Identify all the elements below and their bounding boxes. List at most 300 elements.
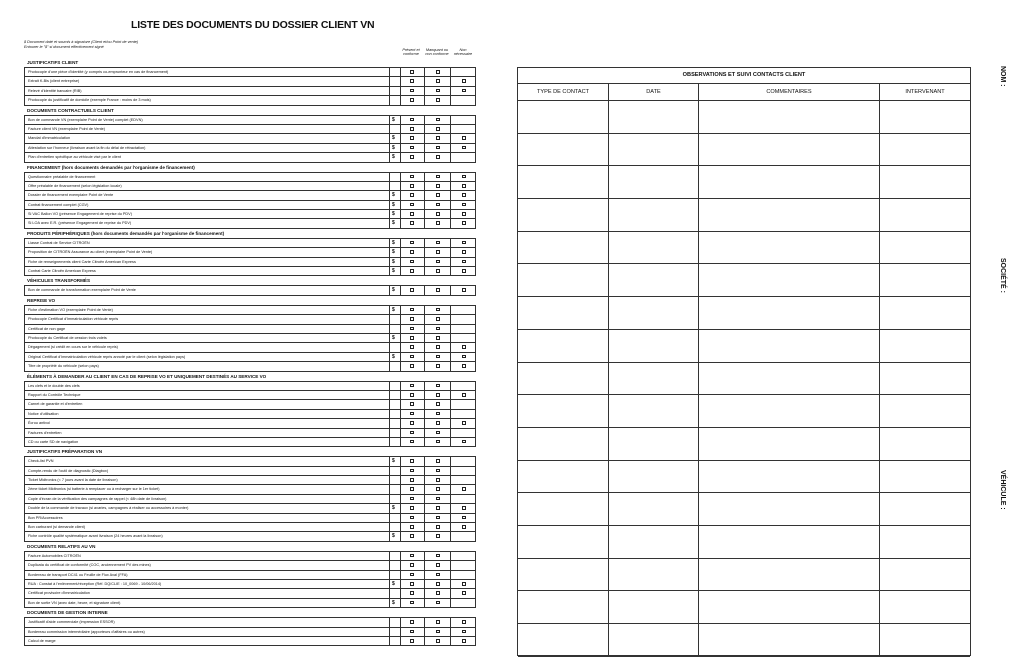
document-label: Check-list PVN (28, 459, 54, 464)
column-divider (400, 495, 401, 503)
observation-cell[interactable] (699, 297, 880, 329)
observation-cell[interactable] (880, 264, 970, 296)
checkbox-missing[interactable] (436, 212, 440, 216)
checkbox-not-needed[interactable] (462, 269, 466, 273)
checkbox-not-needed[interactable] (462, 525, 466, 529)
checkbox-missing[interactable] (436, 591, 440, 595)
signature-marker: $ (392, 334, 395, 341)
checkbox-present[interactable] (410, 288, 414, 292)
observation-cell[interactable] (518, 526, 609, 558)
checkbox-present[interactable] (410, 355, 414, 359)
observation-cell[interactable] (518, 363, 609, 395)
observation-cell[interactable] (518, 461, 609, 493)
column-divider (450, 248, 451, 256)
checkbox-not-needed[interactable] (462, 630, 466, 634)
document-label: Photocopie Certificat d'Immatriculation véhicule repris (28, 317, 119, 322)
section-rows (24, 456, 476, 542)
checkbox-present[interactable] (410, 478, 414, 482)
column-divider (389, 438, 390, 446)
checkbox-present[interactable] (410, 573, 414, 577)
checkbox-not-needed[interactable] (462, 288, 466, 292)
observation-cell[interactable] (609, 297, 699, 329)
checkbox-present[interactable] (410, 184, 414, 188)
section-rows (24, 238, 476, 277)
document-label: Liasse Contrat de Service CITROËN (28, 240, 90, 245)
checkbox-present[interactable] (410, 250, 414, 254)
column-divider (450, 343, 451, 351)
column-divider (400, 589, 401, 597)
checkbox-not-needed[interactable] (462, 221, 466, 225)
column-divider (424, 429, 425, 437)
column-divider (400, 504, 401, 512)
column-divider (389, 382, 390, 390)
observation-cell[interactable] (518, 559, 609, 591)
column-divider (450, 210, 451, 218)
checkbox-missing[interactable] (436, 260, 440, 264)
checkbox-missing[interactable] (436, 412, 440, 416)
observation-cell[interactable] (518, 297, 609, 329)
column-divider (389, 552, 390, 560)
observation-cell[interactable] (518, 493, 609, 525)
checkbox-missing[interactable] (436, 127, 440, 131)
column-divider (424, 467, 425, 475)
column-divider (400, 306, 401, 314)
column-divider (389, 125, 390, 133)
checkbox-not-needed[interactable] (462, 393, 466, 397)
checkbox-present[interactable] (410, 269, 414, 273)
checkbox-present[interactable] (410, 136, 414, 140)
signature-marker: $ (392, 211, 395, 218)
column-divider (450, 552, 451, 560)
observation-cell[interactable] (880, 166, 970, 198)
column-divider (424, 495, 425, 503)
checkbox-present[interactable] (410, 118, 414, 122)
checkbox-present[interactable] (410, 127, 414, 131)
checkbox-missing[interactable] (436, 478, 440, 482)
checkbox-present[interactable] (410, 308, 414, 312)
checkbox-missing[interactable] (436, 136, 440, 140)
checkbox-present[interactable] (410, 469, 414, 473)
observation-cell[interactable] (609, 330, 699, 362)
checkbox-missing[interactable] (436, 193, 440, 197)
observation-cell[interactable] (880, 134, 970, 166)
checkbox-present[interactable] (410, 440, 414, 444)
column-divider (424, 239, 425, 247)
section-rows (24, 67, 476, 106)
observation-cell[interactable] (518, 166, 609, 198)
column-divider (450, 315, 451, 323)
column-divider (389, 182, 390, 190)
column-divider (389, 210, 390, 218)
checkbox-present[interactable] (410, 525, 414, 529)
observation-cell[interactable] (699, 493, 880, 525)
checklist-row (24, 495, 476, 504)
observation-cell[interactable] (880, 363, 970, 395)
column-divider (389, 248, 390, 256)
column-divider (424, 325, 425, 333)
column-divider (450, 485, 451, 493)
checkbox-present[interactable] (410, 630, 414, 634)
checkbox-present[interactable] (410, 175, 414, 179)
checkbox-present[interactable] (410, 639, 414, 643)
observation-cell[interactable] (609, 428, 699, 460)
observation-cell[interactable] (699, 624, 880, 656)
checkbox-present[interactable] (410, 431, 414, 435)
observation-row (518, 493, 970, 526)
checkbox-present[interactable] (410, 79, 414, 83)
checkbox-present[interactable] (410, 506, 414, 510)
column-divider (450, 532, 451, 540)
document-label: Carnet de garantie et d'entretien (28, 402, 83, 407)
checkbox-not-needed[interactable] (462, 506, 466, 510)
checkbox-not-needed[interactable] (462, 440, 466, 444)
checkbox-present[interactable] (410, 591, 414, 595)
observation-cell[interactable] (699, 461, 880, 493)
checkbox-missing[interactable] (436, 288, 440, 292)
checkbox-present[interactable] (410, 327, 414, 331)
checkbox-not-needed[interactable] (462, 345, 466, 349)
checkbox-missing[interactable] (436, 431, 440, 435)
column-divider (389, 561, 390, 569)
column-divider (424, 306, 425, 314)
observation-row (518, 232, 970, 265)
checkbox-missing[interactable] (436, 155, 440, 159)
checkbox-missing[interactable] (436, 175, 440, 179)
checkbox-missing[interactable] (436, 89, 440, 93)
observation-cell[interactable] (880, 232, 970, 264)
checkbox-present[interactable] (410, 221, 414, 225)
checkbox-missing[interactable] (436, 203, 440, 207)
observation-cell[interactable] (880, 624, 970, 656)
checkbox-missing[interactable] (436, 355, 440, 359)
checkbox-not-needed[interactable] (462, 421, 466, 425)
checkbox-present[interactable] (410, 364, 414, 368)
observation-cell[interactable] (699, 264, 880, 296)
checkbox-present[interactable] (410, 384, 414, 388)
observation-cell[interactable] (609, 166, 699, 198)
checkbox-present[interactable] (410, 534, 414, 538)
column-divider (389, 325, 390, 333)
checkbox-missing[interactable] (436, 582, 440, 586)
checkbox-present[interactable] (410, 459, 414, 463)
checkbox-missing[interactable] (436, 487, 440, 491)
checkbox-present[interactable] (410, 402, 414, 406)
observation-cell[interactable] (880, 330, 970, 362)
checkbox-present[interactable] (410, 193, 414, 197)
checkbox-present[interactable] (410, 241, 414, 245)
checkbox-missing[interactable] (436, 241, 440, 245)
checkbox-missing[interactable] (436, 630, 440, 634)
column-divider (389, 362, 390, 370)
observation-cell[interactable] (609, 264, 699, 296)
document-label: Original Certificat d'Immatriculation véhicule repris annoté par le client (selon législation pays) (28, 354, 186, 359)
checkbox-present[interactable] (410, 601, 414, 605)
checkbox-missing[interactable] (436, 384, 440, 388)
checklist-row (24, 457, 476, 466)
column-divider (450, 87, 451, 95)
checkbox-missing[interactable] (436, 440, 440, 444)
checkbox-missing[interactable] (436, 70, 440, 74)
observation-cell[interactable] (518, 232, 609, 264)
observation-cell[interactable] (699, 330, 880, 362)
checkbox-not-needed[interactable] (462, 591, 466, 595)
checkbox-not-needed[interactable] (462, 364, 466, 368)
observation-cell[interactable] (609, 134, 699, 166)
checkbox-missing[interactable] (436, 146, 440, 150)
column-divider (450, 495, 451, 503)
observation-cell[interactable] (518, 264, 609, 296)
checklist-row (24, 116, 476, 125)
column-divider (389, 334, 390, 342)
observation-cell[interactable] (699, 166, 880, 198)
column-divider (450, 599, 451, 607)
observation-cell[interactable] (518, 101, 609, 133)
checkbox-present[interactable] (410, 203, 414, 207)
checkbox-present[interactable] (410, 336, 414, 340)
section-rows (24, 115, 476, 163)
observation-cell[interactable] (699, 134, 880, 166)
observation-row (518, 330, 970, 363)
checkbox-not-needed[interactable] (462, 193, 466, 197)
observation-cell[interactable] (609, 591, 699, 623)
checkbox-missing[interactable] (436, 534, 440, 538)
column-divider (400, 173, 401, 181)
signature-marker: $ (392, 258, 395, 265)
checkbox-not-needed[interactable] (462, 241, 466, 245)
observation-cell[interactable] (880, 591, 970, 623)
checkbox-not-needed[interactable] (462, 260, 466, 264)
checkbox-missing[interactable] (436, 421, 440, 425)
checkbox-missing[interactable] (436, 639, 440, 643)
checkbox-missing[interactable] (436, 563, 440, 567)
observation-cell[interactable] (880, 493, 970, 525)
checkbox-missing[interactable] (436, 118, 440, 122)
observation-cell[interactable] (518, 395, 609, 427)
checkbox-not-needed[interactable] (462, 250, 466, 254)
section-title: DOCUMENTS DE GESTION INTERNE (27, 610, 108, 616)
checkbox-present[interactable] (410, 497, 414, 501)
checklist-row (24, 476, 476, 485)
checkbox-present[interactable] (410, 98, 414, 102)
observation-cell[interactable] (880, 428, 970, 460)
checkbox-missing[interactable] (436, 402, 440, 406)
column-divider (424, 125, 425, 133)
column-divider (450, 382, 451, 390)
observation-cell[interactable] (880, 395, 970, 427)
column-divider (400, 87, 401, 95)
column-divider (450, 134, 451, 142)
checkbox-present[interactable] (410, 421, 414, 425)
observation-cell[interactable] (518, 591, 609, 623)
signature-marker: $ (392, 268, 395, 275)
observation-cell[interactable] (609, 395, 699, 427)
checkbox-missing[interactable] (436, 497, 440, 501)
column-divider (424, 219, 425, 227)
observation-cell[interactable] (609, 526, 699, 558)
column-divider (450, 258, 451, 266)
checkbox-present[interactable] (410, 89, 414, 93)
observation-cell[interactable] (609, 101, 699, 133)
observation-cell[interactable] (699, 559, 880, 591)
observation-cell[interactable] (699, 199, 880, 231)
checkbox-not-needed[interactable] (462, 175, 466, 179)
checkbox-present[interactable] (410, 620, 414, 624)
checkbox-missing[interactable] (436, 327, 440, 331)
checkbox-missing[interactable] (436, 221, 440, 225)
checkbox-present[interactable] (410, 516, 414, 520)
checkbox-present[interactable] (410, 582, 414, 586)
checkbox-not-needed[interactable] (462, 620, 466, 624)
column-divider (389, 589, 390, 597)
checkbox-missing[interactable] (436, 336, 440, 340)
checkbox-missing[interactable] (436, 525, 440, 529)
checkbox-not-needed[interactable] (462, 136, 466, 140)
checkbox-present[interactable] (410, 554, 414, 558)
checkbox-missing[interactable] (436, 308, 440, 312)
document-label: Rapport du Contrôle Technique (28, 392, 81, 397)
column-divider (389, 173, 390, 181)
column-divider (400, 191, 401, 199)
observation-cell[interactable] (880, 101, 970, 133)
observation-cell[interactable] (609, 199, 699, 231)
column-divider (389, 410, 390, 418)
checkbox-missing[interactable] (436, 573, 440, 577)
column-divider (389, 219, 390, 227)
checkbox-missing[interactable] (436, 364, 440, 368)
column-divider (400, 628, 401, 636)
column-header-present: Présent et conforme (402, 48, 420, 57)
observation-cell[interactable] (880, 526, 970, 558)
checkbox-missing[interactable] (436, 393, 440, 397)
column-divider (424, 173, 425, 181)
observation-cell[interactable] (699, 591, 880, 623)
column-divider (400, 391, 401, 399)
checkbox-missing[interactable] (436, 516, 440, 520)
checkbox-missing[interactable] (436, 250, 440, 254)
column-divider (424, 87, 425, 95)
checkbox-not-needed[interactable] (462, 212, 466, 216)
checklist-row (24, 580, 476, 589)
column-divider (400, 552, 401, 560)
observation-cell[interactable] (699, 101, 880, 133)
observation-cell[interactable] (609, 624, 699, 656)
observation-cell[interactable] (609, 461, 699, 493)
observation-cell[interactable] (699, 232, 880, 264)
observation-cell[interactable] (699, 363, 880, 395)
checkbox-missing[interactable] (436, 620, 440, 624)
observation-cell[interactable] (518, 330, 609, 362)
checklist-row (24, 362, 476, 371)
checkbox-not-needed[interactable] (462, 355, 466, 359)
column-divider (450, 325, 451, 333)
section-title: JUSTIFICATIFS CLIENT (27, 60, 79, 65)
observation-cell[interactable] (880, 461, 970, 493)
column-divider (424, 201, 425, 209)
checkbox-missing[interactable] (436, 317, 440, 321)
observation-cell[interactable] (518, 199, 609, 231)
checkbox-not-needed[interactable] (462, 184, 466, 188)
checkbox-present[interactable] (410, 70, 414, 74)
checkbox-present[interactable] (410, 212, 414, 216)
section-title: DOCUMENTS RELATIFS AU VN (27, 543, 96, 549)
checkbox-not-needed[interactable] (462, 516, 466, 520)
column-divider (450, 589, 451, 597)
document-label: Contrat financement complet (CGV) (28, 202, 89, 207)
observation-cell[interactable] (518, 134, 609, 166)
signature-marker: $ (392, 287, 395, 294)
column-divider (400, 410, 401, 418)
column-divider (389, 96, 390, 104)
checkbox-present[interactable] (410, 412, 414, 416)
checklist-row (24, 239, 476, 248)
column-divider (389, 514, 390, 522)
checkbox-missing[interactable] (436, 98, 440, 102)
column-divider (424, 457, 425, 465)
observation-cell[interactable] (609, 363, 699, 395)
checkbox-not-needed[interactable] (462, 582, 466, 586)
checkbox-present[interactable] (410, 345, 414, 349)
observation-cell[interactable] (609, 559, 699, 591)
observation-cell[interactable] (518, 624, 609, 656)
checkbox-missing[interactable] (436, 506, 440, 510)
legend-line-1: $ Document daté et soumis à signature (Client et/ou Point de vente) (24, 40, 139, 44)
signature-marker: $ (392, 154, 395, 161)
checkbox-not-needed[interactable] (462, 203, 466, 207)
checkbox-present[interactable] (410, 146, 414, 150)
checkbox-missing[interactable] (436, 184, 440, 188)
checkbox-missing[interactable] (436, 469, 440, 473)
checkbox-missing[interactable] (436, 79, 440, 83)
document-label: Fiche d'estimation VO (exemplaire Point de Vente) (28, 307, 113, 312)
checkbox-missing[interactable] (436, 554, 440, 558)
checkbox-missing[interactable] (436, 269, 440, 273)
observation-cell[interactable] (699, 428, 880, 460)
observation-cell[interactable] (518, 428, 609, 460)
checkbox-missing[interactable] (436, 345, 440, 349)
observation-cell[interactable] (699, 526, 880, 558)
checklist-row (24, 96, 476, 105)
checkbox-not-needed[interactable] (462, 487, 466, 491)
observation-cell[interactable] (880, 297, 970, 329)
checkbox-not-needed[interactable] (462, 79, 466, 83)
column-divider (389, 306, 390, 314)
checkbox-not-needed[interactable] (462, 639, 466, 643)
column-divider (424, 258, 425, 266)
document-label: Double de la commande de travaux (si avaries, campagnes à réaliser ou accessoires à monter) (28, 506, 189, 511)
checkbox-not-needed[interactable] (462, 89, 466, 93)
checkbox-not-needed[interactable] (462, 146, 466, 150)
checkbox-present[interactable] (410, 155, 414, 159)
checkbox-missing[interactable] (436, 459, 440, 463)
checklist-row (24, 552, 476, 561)
column-divider (400, 325, 401, 333)
checkbox-present[interactable] (410, 563, 414, 567)
observation-cell[interactable] (609, 232, 699, 264)
observation-cell[interactable] (880, 199, 970, 231)
observation-cell[interactable] (880, 559, 970, 591)
checkbox-present[interactable] (410, 260, 414, 264)
checkbox-missing[interactable] (436, 601, 440, 605)
signature-marker: $ (392, 249, 395, 256)
checkbox-present[interactable] (410, 393, 414, 397)
column-divider (389, 201, 390, 209)
checkbox-present[interactable] (410, 487, 414, 491)
observation-cell[interactable] (699, 395, 880, 427)
observation-cell[interactable] (609, 493, 699, 525)
column-divider (389, 400, 390, 408)
document-label: Fiche contrôle qualité systématique avant livraison (24 heures avant la livraison) (28, 534, 163, 539)
checkbox-present[interactable] (410, 317, 414, 321)
